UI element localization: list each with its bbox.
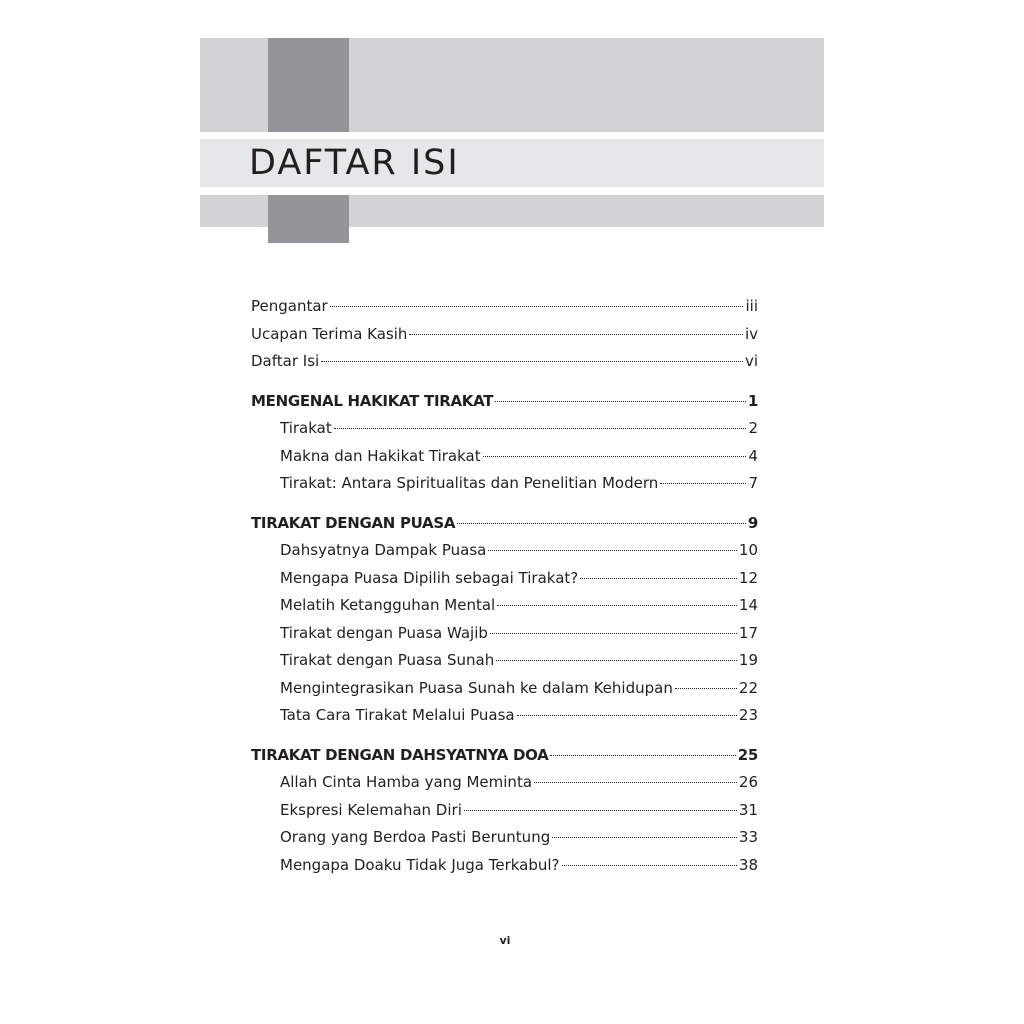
dot-leader	[488, 550, 737, 551]
toc-entry[interactable]	[251, 592, 758, 620]
toc-entry-title: Pengantar	[251, 297, 328, 315]
toc-entry[interactable]	[251, 769, 758, 797]
dot-leader	[495, 401, 746, 402]
toc-entry-title: Makna dan Hakikat Tirakat	[280, 446, 481, 465]
toc-entry-page-number: 4	[748, 446, 758, 465]
header-accent-block-bottom	[268, 195, 349, 243]
dot-leader	[660, 483, 746, 484]
dot-leader	[580, 578, 737, 579]
toc-entry[interactable]	[251, 852, 758, 880]
toc-entry[interactable]	[251, 675, 758, 703]
table-of-contents	[251, 293, 758, 879]
toc-entry-title: Tata Cara Tirakat Melalui Puasa	[280, 706, 515, 724]
dot-leader	[464, 810, 737, 811]
dot-leader	[321, 361, 743, 362]
toc-entry-page-number: 9	[747, 513, 758, 532]
toc-entry-title: Mengintegrasikan Puasa Sunah ke dalam Kehidupan	[280, 678, 673, 697]
toc-entry-page-number: 2	[748, 419, 758, 437]
toc-entry[interactable]	[251, 797, 758, 825]
toc-entry[interactable]	[251, 702, 758, 730]
toc-entry-page-number: 23	[738, 706, 758, 724]
toc-entry-title: TIRAKAT DENGAN DAHSYATNYA DOA	[251, 745, 549, 764]
toc-section	[251, 742, 758, 880]
page-title: DAFTAR ISI	[249, 143, 460, 183]
toc-chapter-entry[interactable]	[251, 388, 758, 416]
toc-entry-page-number: 19	[738, 651, 758, 669]
toc-entry-title: Ekspresi Kelemahan Diri	[280, 800, 462, 819]
dot-leader	[483, 456, 747, 457]
toc-entry[interactable]	[251, 321, 758, 349]
toc-entry[interactable]	[251, 348, 758, 376]
toc-entry-title: Tirakat: Antara Spiritualitas dan Penelitian Modern	[280, 474, 659, 492]
dot-leader	[550, 755, 735, 756]
toc-entry[interactable]	[251, 293, 758, 321]
toc-entry-page-number: 7	[748, 474, 758, 492]
toc-entry-page-number: 25	[737, 745, 758, 764]
dot-leader	[675, 688, 737, 689]
toc-entry-title: Mengapa Doaku Tidak Juga Terkabul?	[280, 855, 560, 874]
toc-entry-page-number: 12	[738, 568, 758, 587]
toc-entry-title: Mengapa Puasa Dipilih sebagai Tirakat?	[280, 568, 579, 587]
dot-leader	[409, 334, 743, 335]
toc-entry-page-number: 38	[738, 855, 758, 874]
toc-entry[interactable]	[251, 647, 758, 675]
toc-entry-page-number: 26	[738, 773, 758, 791]
toc-entry-title: Melatih Ketangguhan Mental	[280, 596, 496, 614]
toc-entry-title: MENGENAL HAKIKAT TIRAKAT	[251, 391, 494, 410]
toc-entry-title: Tirakat dengan Puasa Sunah	[280, 651, 495, 669]
dot-leader	[330, 306, 744, 307]
dot-leader	[552, 837, 737, 838]
dot-leader	[457, 523, 746, 524]
toc-entry-page-number: 17	[738, 623, 758, 642]
toc-entry-page-number: 33	[738, 828, 758, 846]
toc-section	[251, 293, 758, 376]
toc-entry-page-number: 1	[747, 391, 758, 410]
toc-entry[interactable]	[251, 620, 758, 648]
toc-entry-title: Dahsyatnya Dampak Puasa	[280, 541, 487, 559]
toc-entry-title: Daftar Isi	[251, 352, 320, 370]
toc-entry-page-number: iii	[745, 297, 758, 315]
toc-entry-page-number: vi	[744, 352, 758, 370]
toc-entry[interactable]	[251, 443, 758, 471]
toc-entry-title: Tirakat dengan Puasa Wajib	[280, 623, 488, 642]
toc-section	[251, 388, 758, 498]
toc-entry-title: Tirakat	[280, 419, 332, 437]
toc-entry-title: TIRAKAT DENGAN PUASA	[251, 513, 456, 532]
dot-leader	[490, 633, 737, 634]
toc-entry[interactable]	[251, 415, 758, 443]
dot-leader	[497, 605, 737, 606]
dot-leader	[534, 782, 737, 783]
toc-entry-page-number: iv	[744, 324, 758, 343]
header-accent-block-top	[268, 38, 349, 132]
toc-chapter-entry[interactable]	[251, 510, 758, 538]
toc-section	[251, 510, 758, 730]
toc-entry-title: Allah Cinta Hamba yang Meminta	[280, 773, 533, 791]
toc-entry[interactable]	[251, 824, 758, 852]
toc-entry-page-number: 14	[738, 596, 758, 614]
dot-leader	[562, 865, 737, 866]
toc-chapter-entry[interactable]	[251, 742, 758, 770]
dot-leader	[496, 660, 737, 661]
page-number: vi	[499, 934, 511, 947]
toc-entry-page-number: 22	[738, 678, 758, 697]
dot-leader	[334, 428, 747, 429]
toc-entry[interactable]	[251, 537, 758, 565]
toc-entry[interactable]	[251, 470, 758, 498]
toc-entry-page-number: 10	[738, 541, 758, 559]
toc-entry-title: Ucapan Terima Kasih	[251, 324, 408, 343]
toc-entry-title: Orang yang Berdoa Pasti Beruntung	[280, 828, 551, 846]
toc-entry[interactable]	[251, 565, 758, 593]
dot-leader	[517, 715, 737, 716]
toc-entry-page-number: 31	[738, 800, 758, 819]
